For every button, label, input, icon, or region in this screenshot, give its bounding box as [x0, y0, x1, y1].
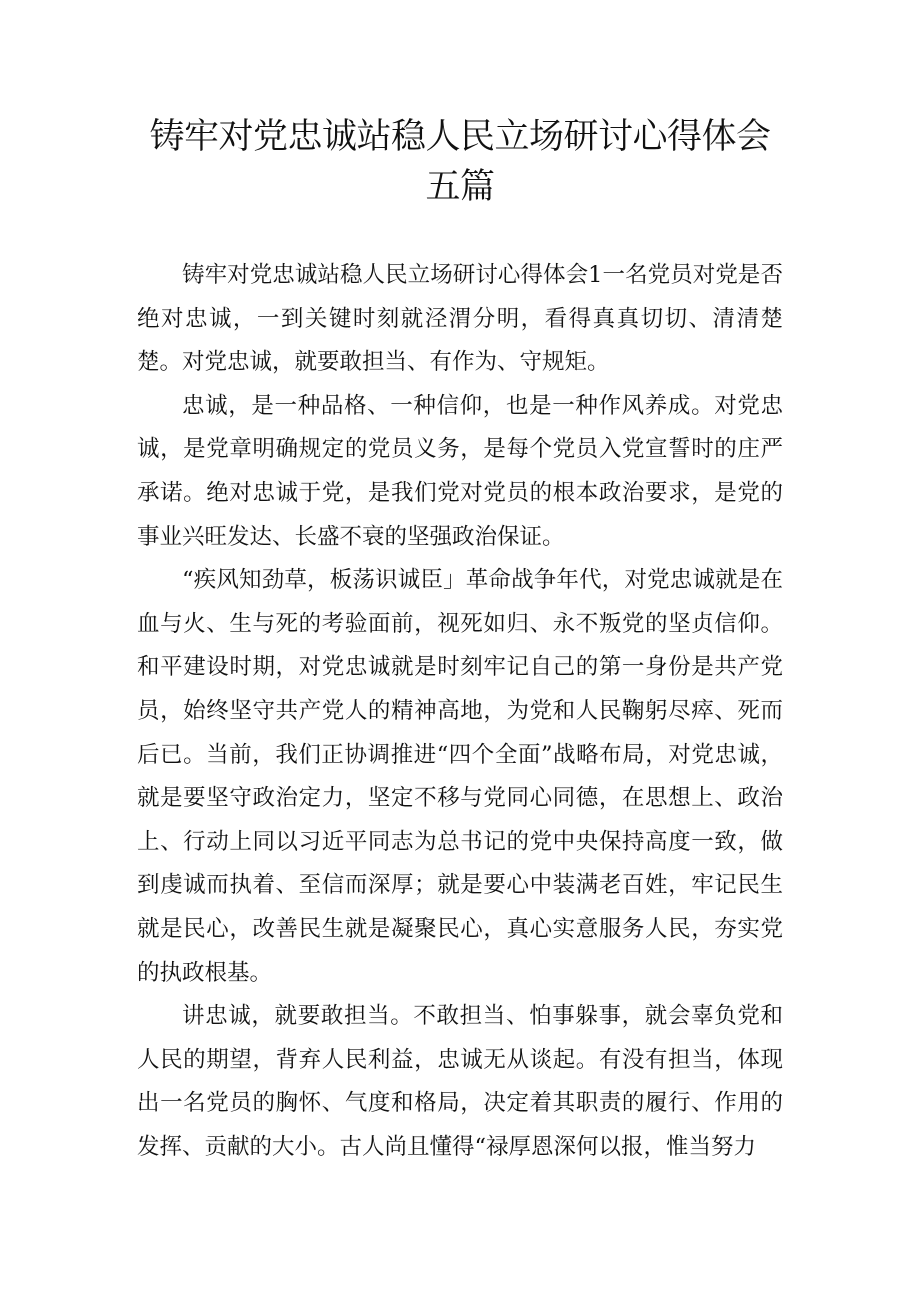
title-line-1: 铸牢对党忠诚站稳人民立场研讨心得体会 [149, 117, 771, 157]
document-body [137, 254, 783, 1169]
paragraph-4: 讲忠诚，就要敢担当。不敢担当、怕事躲事，就会辜负党和人民的期望，背弃人民利益，忠诚无从谈起。有没有担当，体现出一名党员的胸怀、气度和格局，决定着其职责的履行、作用的发挥、贡献的大小。古人尚且懂得“禄厚恩深何以报，惟当努力 [137, 1003, 783, 1160]
paragraph-1: 铸牢对党忠诚站稳人民立场研讨心得体会1一名党员对党是否绝对忠诚，一到关键时刻就泾渭分明，看得真真切切、清清楚楚。对党忠诚，就要敢担当、有作为、守规矩。 [137, 262, 783, 376]
document-title [120, 112, 800, 212]
paragraph-2: 忠诚，是一种品格、一种信仰，也是一种作风养成。对党忠诚，是党章明确规定的党员义务，是每个党员入党宣誓时的庄严承诺。绝对忠诚于党，是我们党对党员的根本政治要求，是党的事业兴旺发达、长盛不衰的坚强政治保证。 [137, 392, 783, 550]
title-line-2: 五篇 [425, 167, 495, 207]
paragraph-3: “疾风知劲草，板荡识诚臣」革命战争年代，对党忠诚就是在血与火、生与死的考验面前，视死如归、永不叛党的坚贞信仰。和平建设时期，对党忠诚就是时刻牢记自己的第一身份是共产党员，始终坚守共产党人的精神高地，为党和人民鞠躬尽瘁、死而后已。当前，我们正协调推进“四个全面”战略布局，对党忠诚，就是要坚守政治定力，坚定不移与党同心同德，在思想上、政治上、行动上同以习近平同志为总书记的党中央保持高度一致，做到虔诚而执着、至信而深厚；就是要心中装满老百姓，牢记民生就是民心，改善民生就是凝聚民心，真心实意服务人民，夯实党的执政根基。 [137, 567, 783, 986]
